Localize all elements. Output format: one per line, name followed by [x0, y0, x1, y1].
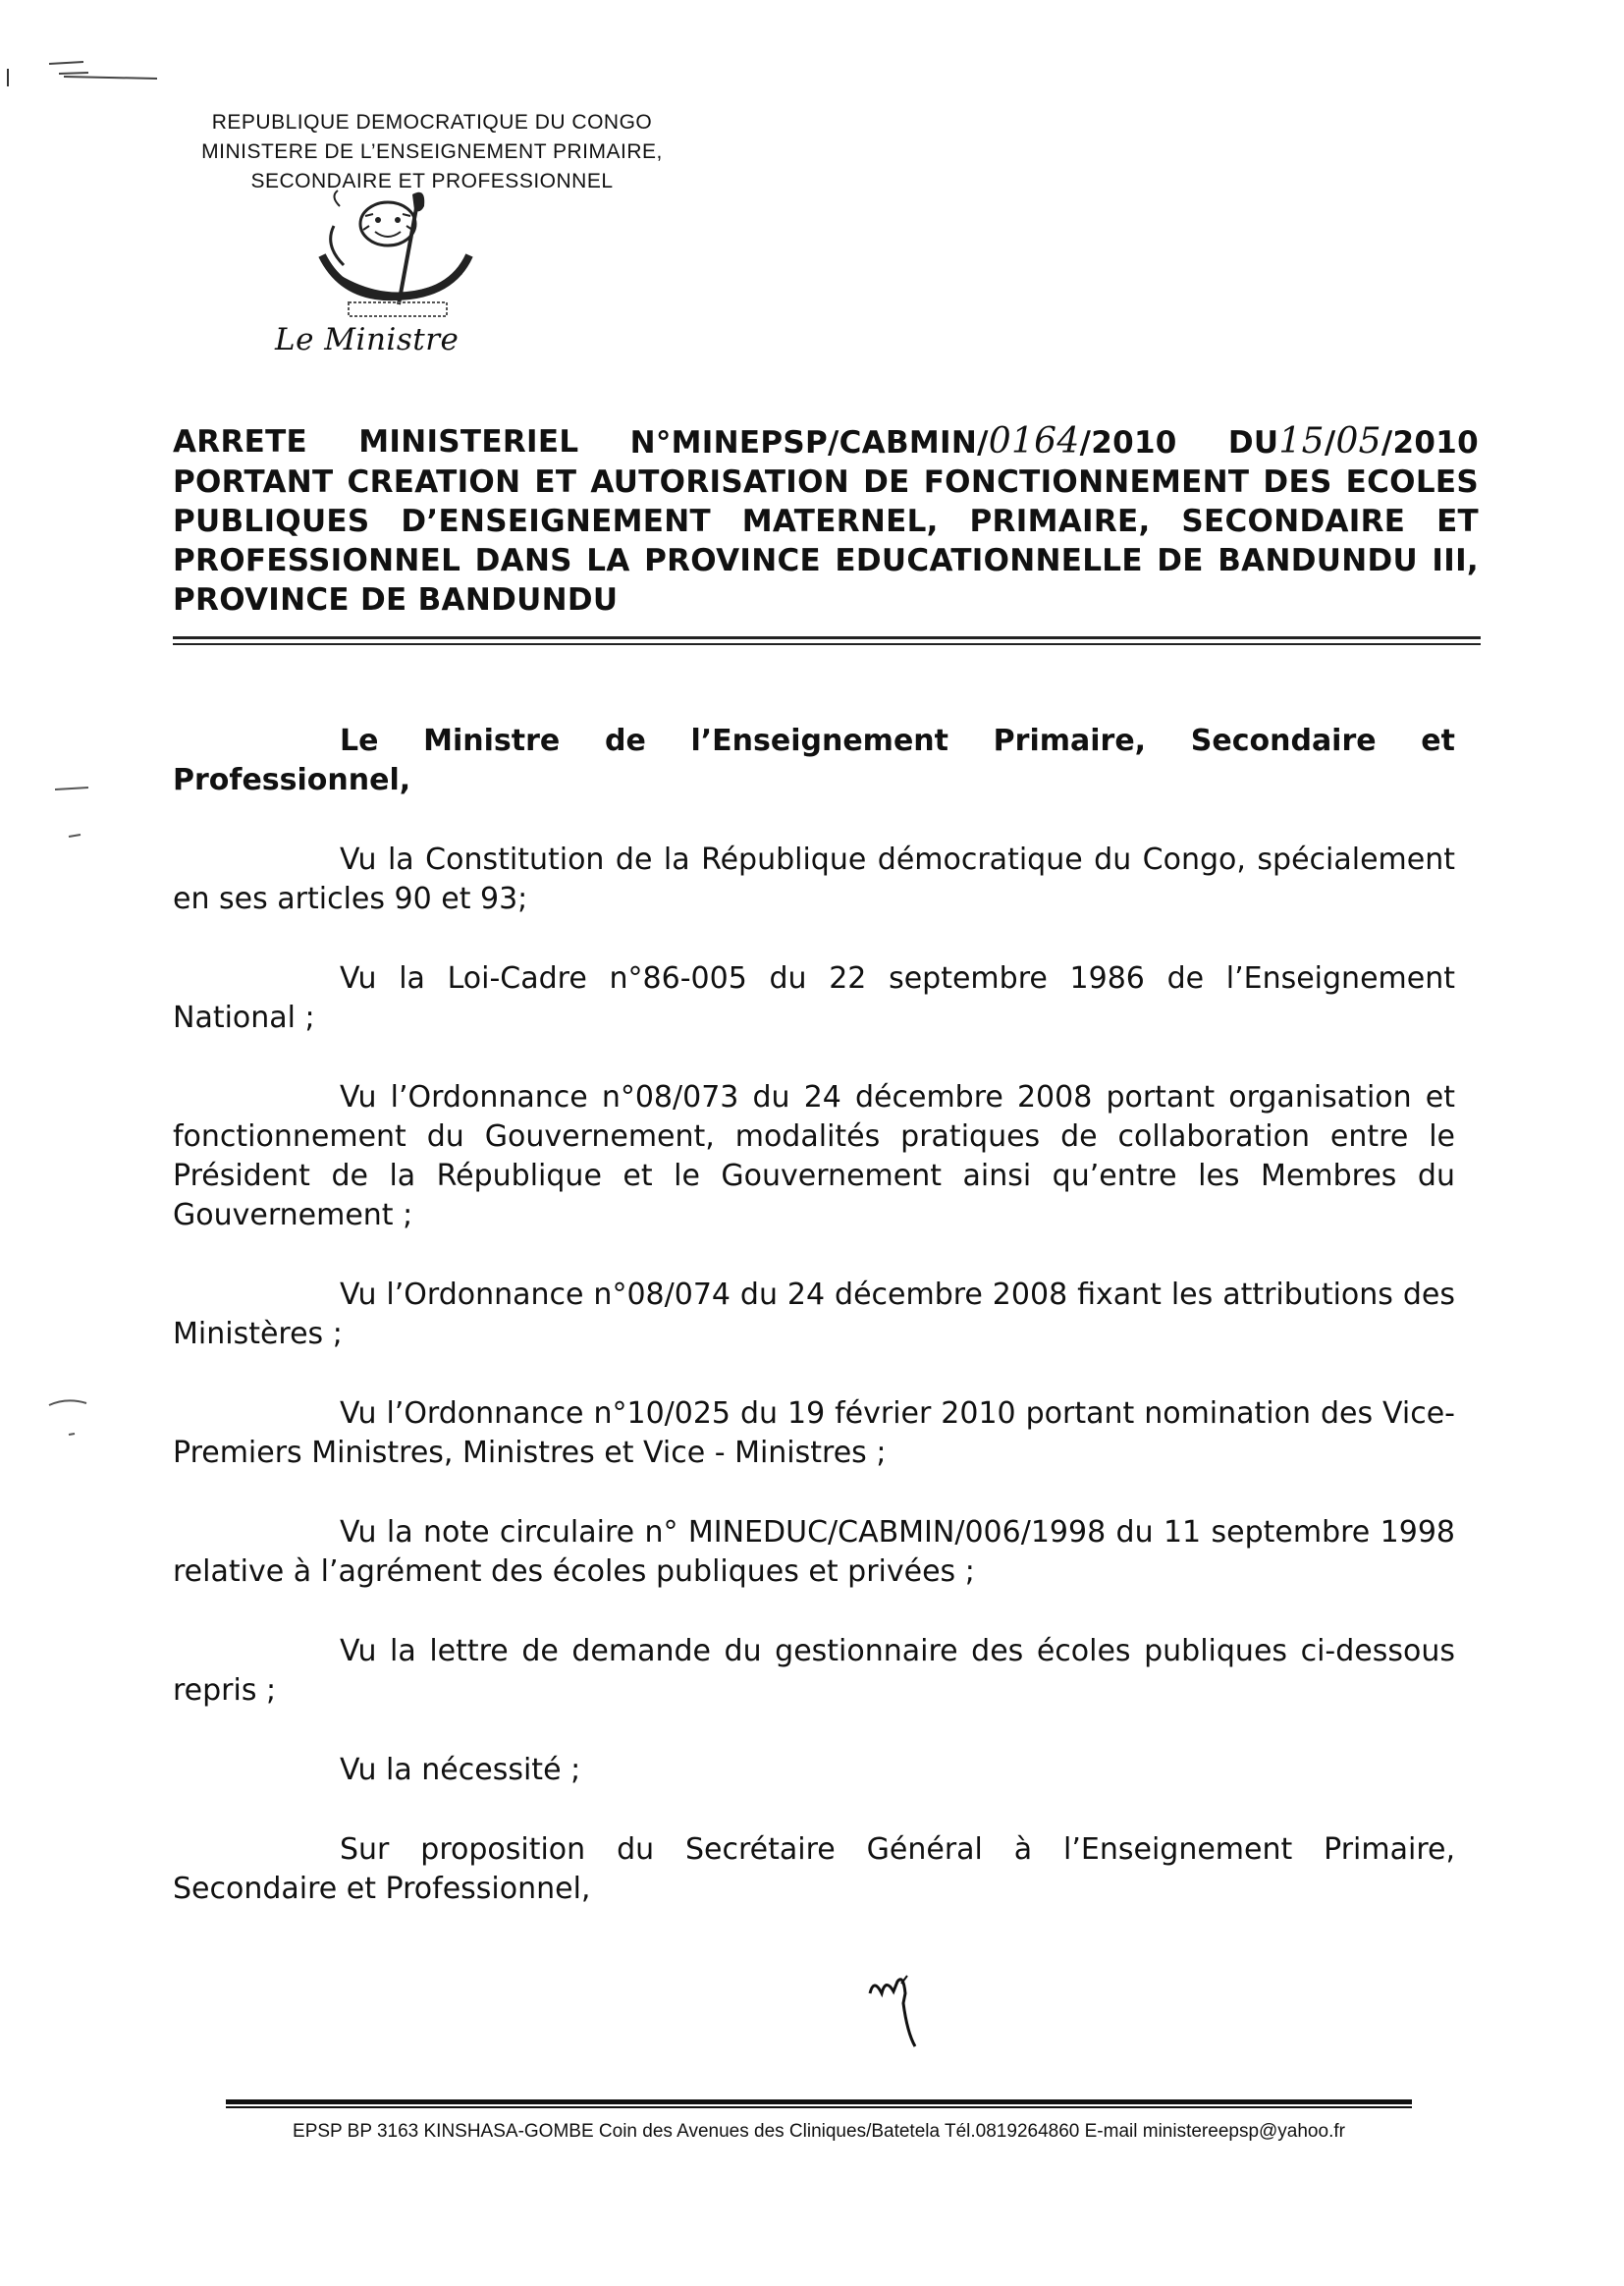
letterhead [137, 108, 727, 196]
scan-mark-left-2 [39, 1389, 108, 1448]
decree-date-sep: / [1324, 425, 1336, 461]
title-line-2: PORTANT CREATION ET AUTORISATION DE FONCTIONNEMENT DES ECOLES [173, 464, 1479, 500]
scan-mark-left-1 [49, 776, 108, 854]
letterhead-ministry-line2: SECONDAIRE ET PROFESSIONNEL [250, 170, 614, 192]
title-line-5: PROVINCE DE BANDUNDU [173, 582, 619, 618]
decree-preamble [173, 722, 1455, 1949]
footer-divider [226, 2099, 1412, 2109]
scan-mark-top-left [0, 29, 177, 98]
footer-address: EPSP BP 3163 KINSHASA-GOMBE Coin des Avenues des Cliniques/Batetela Tél.0819264860 E-mail ministereepsp@yahoo.fr [293, 2121, 1345, 2142]
preamble-lead: Le Ministre de l’Enseignement Primaire, Secondaire et Professionnel, [173, 724, 1455, 797]
coat-of-arms-emblem [304, 187, 491, 334]
decree-number [630, 422, 1177, 463]
preamble-paragraph: Vu la nécessité ; [340, 1753, 581, 1787]
ref-word-ministeriel: MINISTERIEL [358, 424, 579, 460]
preamble-paragraph: Vu la Loi-Cadre n°86-005 du 22 septembre 1986 de l’Enseignement National ; [173, 961, 1455, 1035]
preamble-paragraph: Vu la lettre de demande du gestionnaire des écoles publiques ci-dessous repris ; [173, 1634, 1455, 1708]
decree-number-prefix: N°MINEPSP/CABMIN/ [629, 425, 989, 461]
ref-word-arrete: ARRETE [173, 424, 308, 460]
decree-title [173, 422, 1479, 620]
decree-date-day: 15 [1278, 421, 1325, 462]
decree-date-prefix: DU [1227, 425, 1279, 461]
preamble-paragraph: Sur proposition du Secrétaire Général à l’Enseignement Primaire, Secondaire et Professionnel, [173, 1832, 1455, 1906]
decree-date-year: /2010 [1380, 425, 1479, 461]
preamble-paragraph: Vu l’Ordonnance n°10/025 du 19 février 2010 portant nomination des Vice-Premiers Ministres, Ministres et Vice - Ministres ; [173, 1396, 1455, 1470]
preamble-paragraph: Vu l’Ordonnance n°08/074 du 24 décembre 2008 fixant les attributions des Ministères ; [173, 1278, 1455, 1351]
preamble-paragraph: Vu la Constitution de la République démocratique du Congo, spécialement en ses articles 90 et 93; [173, 843, 1455, 916]
title-line-4: PROFESSIONNEL DANS LA PROVINCE EDUCATIONNELLE DE BANDUNDU III, [173, 543, 1479, 578]
letterhead-ministry-line1: MINISTERE DE L’ENSEIGNEMENT PRIMAIRE, [201, 140, 663, 163]
title-line-3: PUBLIQUES D’ENSEIGNEMENT MATERNEL, PRIMAIRE, SECONDAIRE ET [173, 504, 1479, 539]
decree-number-year: /2010 [1079, 425, 1177, 461]
decree-reference-line [173, 422, 1479, 463]
letterhead-country: REPUBLIQUE DEMOCRATIQUE DU CONGO [211, 111, 653, 134]
decree-number-handwritten: 0164 [988, 421, 1080, 462]
signature-title: Le Ministre [275, 322, 460, 357]
decree-date-month: 05 [1335, 421, 1381, 462]
handwritten-initials [864, 1964, 933, 2052]
decree-date [1228, 422, 1479, 463]
preamble-paragraph: Vu la note circulaire n° MINEDUC/CABMIN/006/1998 du 11 septembre 1998 relative à l’agrément des écoles publiques et privées ; [173, 1515, 1455, 1589]
preamble-paragraph: Vu l’Ordonnance n°08/073 du 24 décembre 2008 portant organisation et fonctionnement du Gouvernement, modalités pratiques de collaboration entre le Président de la République et le Gouvernement ainsi qu’entre les Membres du Gouvernement ; [173, 1080, 1455, 1232]
title-divider [173, 636, 1481, 646]
